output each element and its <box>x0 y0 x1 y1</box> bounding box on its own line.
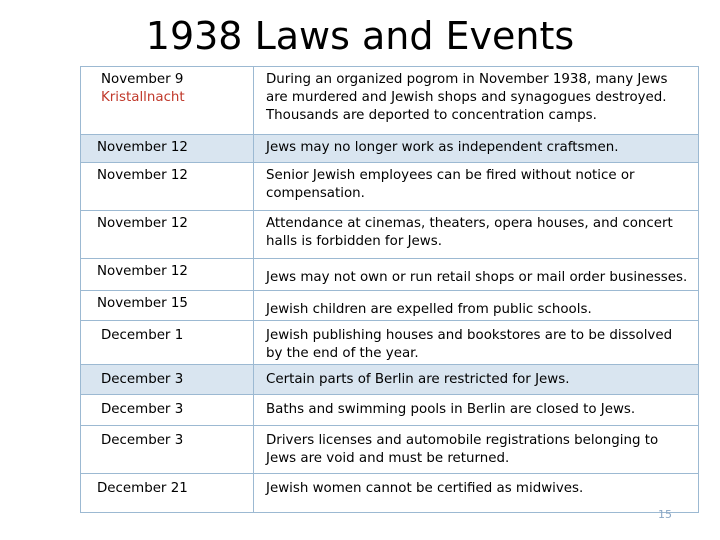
table-row <box>81 67 699 135</box>
event-cell: Jews may no longer work as independent craftsmen. <box>254 135 699 163</box>
date-cell: November 12 <box>81 163 254 211</box>
date-cell: December 3 <box>81 395 254 426</box>
event-cell: Jews may not own or run retail shops or mail order businesses. <box>254 259 699 291</box>
event-cell: Certain parts of Berlin are restricted for Jews. <box>254 365 699 395</box>
table-row <box>81 211 699 259</box>
date-text: November 9 <box>101 72 184 87</box>
date-cell: December 3 <box>81 426 254 474</box>
page-title: 1938 Laws and Events <box>145 14 575 58</box>
table-row <box>81 426 699 474</box>
table-row <box>81 291 699 321</box>
date-cell: December 1 <box>81 321 254 365</box>
table-row <box>81 259 699 291</box>
event-cell: Jewish women cannot be certified as midwives. <box>254 474 699 513</box>
event-cell: Jewish publishing houses and bookstores are to be dissolved by the end of the year. <box>254 321 699 365</box>
date-cell: November 12 <box>81 135 254 163</box>
date-cell: December 3 <box>81 365 254 395</box>
table-row <box>81 474 699 513</box>
event-cell: Drivers licenses and automobile registrations belonging to Jews are void and must be returned. <box>254 426 699 474</box>
date-cell: November 12 <box>81 211 254 259</box>
table-row <box>81 365 699 395</box>
page-number: 15 <box>658 508 672 521</box>
date-cell: December 21 <box>81 474 254 513</box>
date-cell: November 15 <box>81 291 254 321</box>
kristallnacht-label: Kristallnacht <box>101 90 185 105</box>
event-cell: Jewish children are expelled from public schools. <box>254 291 699 321</box>
laws-table <box>80 66 699 513</box>
table-row <box>81 163 699 211</box>
table-row <box>81 135 699 163</box>
event-cell: Baths and swimming pools in Berlin are closed to Jews. <box>254 395 699 426</box>
event-cell: During an organized pogrom in November 1938, many Jews are murdered and Jewish shops and synagogues destroyed. Thousands are deported to concentration camps. <box>254 67 699 135</box>
event-cell: Attendance at cinemas, theaters, opera houses, and concert halls is forbidden for Jews. <box>254 211 699 259</box>
event-cell: Senior Jewish employees can be fired without notice or compensation. <box>254 163 699 211</box>
table-row <box>81 395 699 426</box>
date-cell: November 12 <box>81 259 254 291</box>
table-row <box>81 321 699 365</box>
date-cell <box>81 67 254 135</box>
